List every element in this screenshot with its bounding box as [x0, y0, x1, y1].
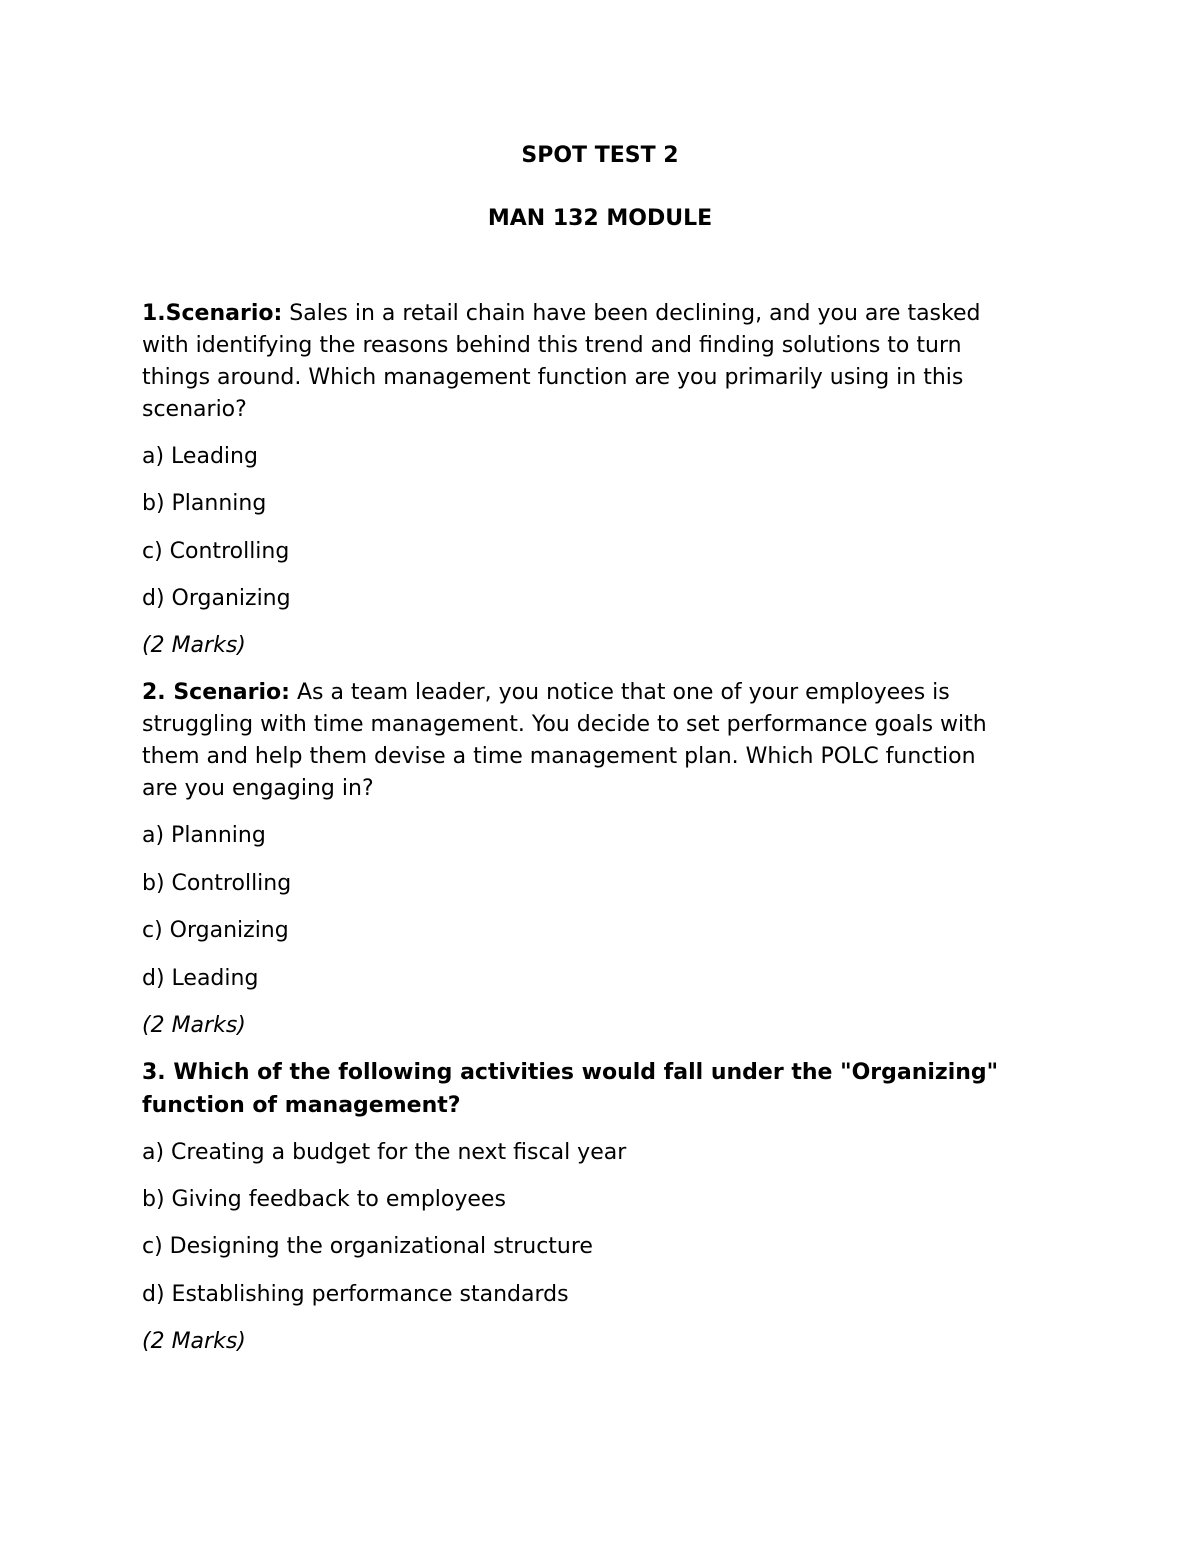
question-2-option-a: a) Planning [142, 823, 266, 848]
question-3-option-a: a) Creating a budget for the next fiscal year [142, 1140, 627, 1165]
question-1-line-3: things around. Which management function are you primarily using in this [142, 365, 964, 390]
question-1-line-4: scenario? [142, 397, 247, 422]
question-1-option-c: c) Controlling [142, 539, 290, 564]
question-2-stem-text: As a team leader, you notice that one of your employees is [296, 680, 950, 705]
question-1-marks: (2 Marks) [142, 633, 246, 658]
question-2-line-2: struggling with time management. You decide to set performance goals with [142, 712, 987, 737]
question-2-line-3: them and help them devise a time management plan. Which POLC function [142, 744, 976, 769]
question-2-line-1 [142, 677, 1072, 709]
question-2-option-c: c) Organizing [142, 918, 289, 943]
question-3-line-2: function of management? [142, 1093, 461, 1118]
question-3-option-d: d) Establishing performance standards [142, 1282, 569, 1307]
question-2-label: 2. Scenario: [142, 680, 290, 705]
question-1-label: 1.Scenario: [142, 301, 283, 326]
question-2-line-4: are you engaging in? [142, 776, 374, 801]
question-1-line-1 [142, 298, 1072, 330]
question-3-marks: (2 Marks) [142, 1329, 246, 1354]
question-2-option-b: b) Controlling [142, 871, 292, 896]
question-2-marks: (2 Marks) [142, 1013, 246, 1038]
question-1-stem-text: Sales in a retail chain have been declining, and you are tasked [289, 301, 981, 326]
question-1-option-a: a) Leading [142, 444, 258, 469]
question-3-option-c: c) Designing the organizational structure [142, 1234, 593, 1259]
document-title: SPOT TEST 2 [521, 143, 679, 168]
question-2-option-d: d) Leading [142, 966, 259, 991]
question-1-line-2: with identifying the reasons behind this trend and finding solutions to turn [142, 333, 962, 358]
question-3-option-b: b) Giving feedback to employees [142, 1187, 506, 1212]
question-1-option-d: d) Organizing [142, 586, 291, 611]
question-1-option-b: b) Planning [142, 491, 267, 516]
question-3-line-1: 3. Which of the following activities would fall under the "Organizing" [142, 1060, 999, 1085]
module-heading: MAN 132 MODULE [487, 206, 713, 231]
